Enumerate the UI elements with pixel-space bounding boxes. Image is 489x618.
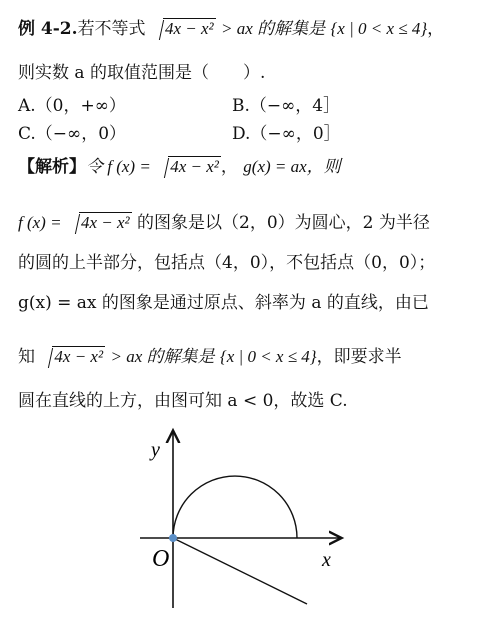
semicircle-curve <box>173 476 297 538</box>
solution-l5d: ，即要求半 <box>316 347 402 367</box>
solution-l5b: > ax 的解集是 <box>110 347 215 366</box>
problem-stem-a: 若不等式 <box>77 19 146 39</box>
solution-l2a: f (x) = <box>18 213 62 232</box>
option-a: A.（0，+∞） <box>18 96 126 116</box>
solution-l5c: {x | 0 < x ≤ 4} <box>219 347 317 366</box>
solution-line-6: 圆在直线的上方，由图可知 a < 0，故选 C. <box>18 391 348 411</box>
y-axis-label: y <box>151 439 160 461</box>
problem-label: 例 4-2. <box>18 19 78 39</box>
radicand-3: 4x − x² <box>80 213 130 232</box>
solution-line-3: 的圆的上半部分，包括点（4，0），不包括点（0，0）； <box>18 253 436 273</box>
problem-stem-c: ， <box>427 19 445 39</box>
solution-l2b: 的图象是以（2，0）为圆心，2 为半径 <box>137 213 430 233</box>
line-g-ax <box>173 538 307 604</box>
radicand: 4x − x² <box>164 19 214 38</box>
problem-question: 则实数 a 的取值范围是（ ）. <box>18 63 266 83</box>
origin-point <box>169 534 177 542</box>
solution-l5a: 知 <box>18 347 35 367</box>
solution-l1b: ， <box>220 157 238 177</box>
option-d: D.（−∞，0］ <box>232 124 341 144</box>
solution-set: {x | 0 < x ≤ 4} <box>330 19 428 38</box>
solution-heading: 【解析】 <box>18 157 86 177</box>
problem-stem-b: > ax 的解集是 <box>221 19 326 38</box>
radicand-2: 4x − x² <box>170 157 219 176</box>
origin-label: O <box>152 546 170 572</box>
radicand-4: 4x − x² <box>54 347 104 366</box>
option-b: B.（−∞，4］ <box>232 96 341 116</box>
x-axis-label: x <box>322 549 331 571</box>
solution-line-4: g(x) = ax 的图象是通过原点、斜率为 a 的直线，由已 <box>18 293 429 313</box>
solution-l1a: 令 f (x) = <box>86 157 151 176</box>
solution-l1c: g(x) = ax，则 <box>243 157 341 176</box>
option-c: C.（−∞，0） <box>18 124 127 144</box>
